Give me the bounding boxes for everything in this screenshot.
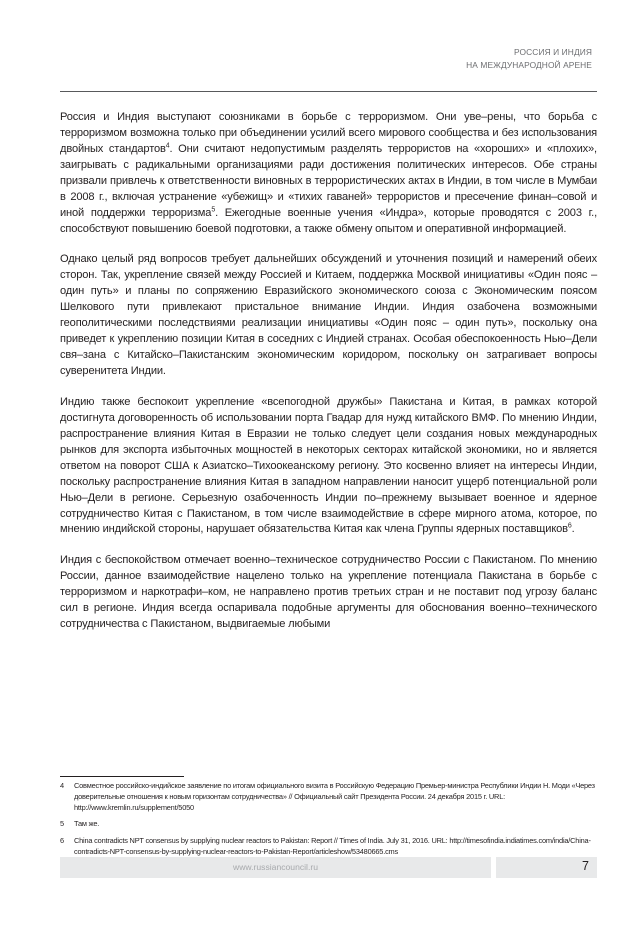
site-url[interactable]: www.russiancouncil.ru (232, 862, 318, 872)
header-divider (60, 91, 597, 92)
footnote-text: Совместное российско-индийское заявление по итогам официального визита в Российскую Федерацию Премьер-министра Республики Индии Н. Моди «Через доверительные отношения к новым горизонтам сотрудничества» // Официальный сайт Президента России. 24 декабря 2015 г. URL: http://www.kremlin.ru/supplement/5050 (74, 781, 595, 812)
footnote-number: 5 (60, 819, 64, 829)
body-text (60, 110, 597, 633)
footnote-ref[interactable]: 6 (567, 522, 572, 530)
footnote-text: Там же. (74, 819, 100, 829)
footnote-ref[interactable]: 5 (211, 206, 216, 214)
footnotes (60, 781, 597, 864)
paragraph: Россия и Индия выступают союзниками в борьбе с терроризмом. Они уве–рены, что борьба с терроризмом возможна только при объединении усилий всего мирового сообщества и без использования двойных стандартов$^4$. Они считают недопустимым разделять террористов на «хороших» и «плохих», заигрывать с радикальными организациями ради достижения политических интересов. Обе страны призвали привлечь к ответственности виновных в террористических актах в Индии, в том числе в Мумбаи в 2008 г., включая устранение «убежищ» и «тихих гаваней» террористов и пресечение финан–совой и иной поддержки терроризма$^5$. Ежегодные военные учения «Индра», которые проводятся с 2003 г., способствуют повышению боевой подготовки, а также обмену опытом и оперативной информацией. (60, 111, 597, 235)
running-header (466, 46, 592, 72)
page-number-box (496, 857, 597, 878)
running-header-line-1: РОССИЯ И ИНДИЯ (514, 47, 592, 57)
footnote (60, 819, 597, 830)
paragraph: Индию также беспокоит укрепление «всепогодной дружбы» Пакистана и Китая, в рамках которой достигнута договоренность об использовании порта Гвадар для нужд китайского ВМФ. По мнению Индии, распространение влияния Китая в Евразии не только следует цели создания новых международных рынков для экспорта избыточных мощностей в некоторых секторах китайской экономики, но и является ответом на поворот США к Азиатско–Тихоокеанскому региону. Это косвенно влияет на интересы Индии, поскольку распространение влияния Китая в западном направлении наносит ущерб потенциальной роли Нью–Дели в регионе. Серьезную озабоченность Индии по–прежнему вызывает военное и ядерное сотрудничество Китая с Пакистаном, в том числе взаимодействие в сфере мирного атома, которое, по мнению индийской стороны, нарушает обязательства Китая как члена Группы ядерных поставщиков$^6$. (60, 395, 597, 536)
footnote-number: 4 (60, 781, 64, 790)
footnote-ref[interactable]: 4 (165, 142, 170, 150)
footnote-divider (60, 776, 184, 777)
footnote (60, 781, 597, 813)
page-number: 7 (582, 859, 589, 873)
running-header-line-2: НА МЕЖДУНАРОДНОЙ АРЕНЕ (466, 60, 592, 70)
footnote-text: China contradicts NPT consensus by supplying nuclear reactors to Pakistan: Report // Times of India. July 31, 2016. URL: http://timesofindia.indiatimes.com/india/China-contradicts-NPT-consensus-by-supplying-nuclear-reactors-to-Pakistan-Report/articleshow/53480665.cms (74, 836, 591, 856)
footnote-number: 6 (60, 836, 64, 846)
footnote (60, 836, 597, 858)
paragraph: Индия с беспокойством отмечает военно–техническое сотрудничество России с Пакистаном. По мнению России, данное взаимодействие нацелено только на укрепление потенциала Пакистана в борьбе с терроризмом и наркотрафи–ком, не направлено против третьих стран и не поставит под угрозу баланс сил в регионе. Индия всегда оспаривала подобные аргументы для обоснования военно–технического сотрудничества с Пакистаном, выдвигаемые любыми (60, 554, 597, 631)
paragraph: Однако целый ряд вопросов требует дальнейших обсуждений и уточнения позиций и намерений обеих сторон. Так, укрепление связей между Россией и Китаем, поддержка Москвой инициативы «Один пояс – один путь» и планы по сопряжению Евразийского экономического союза с Экономическим поясом Шелкового пути привлекают пристальное внимание Индии. Индия озабочена возможными геополитическими последствиями реализации инициативы «Один пояс – один путь», поскольку она приведет к укреплению позиции Китая в соседних с Индией странах. Особая обеспокоенность Нью–Дели свя–зана с Китайско–Пакистанским экономическим коридором, поскольку он затрагивает вопросы суверенитета Индии. (60, 253, 597, 378)
